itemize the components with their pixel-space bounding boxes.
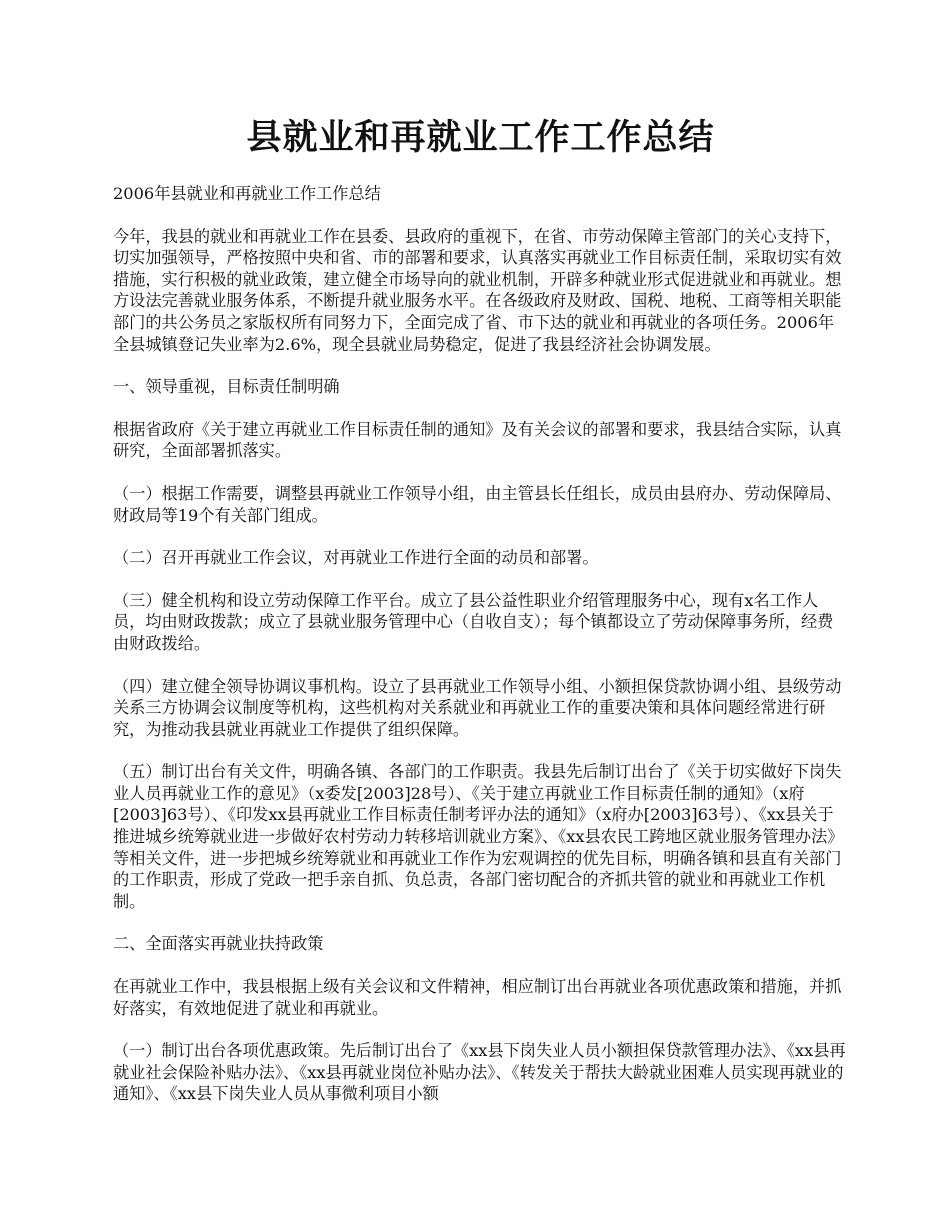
- list-item-3: （三）健全机构和设立劳动保障工作平台。成立了县公益性职业介绍管理服务中心，现有x名工作人员，均由财政拨款；成立了县就业服务管理中心（自收自支）；每个镇都设立了劳动保障事务所，经费由财政拨给。: [113, 590, 834, 653]
- document-subtitle: 2006年县就业和再就业工作工作总结: [113, 184, 381, 203]
- list-item-4: （四）建立健全领导协调议事机构。设立了县再就业工作领导小组、小额担保贷款协调小组、县级劳动关系三方协调会议制度等机构，这些机构对关系就业和再就业工作的重要决策和具体问题经常进行研究，为推动我县就业再就业工作提供了组织保障。: [113, 676, 842, 739]
- body-paragraph: 在再就业工作中，我县根据上级有关会议和文件精神，相应制订出台再就业各项优惠政策和措施，并抓好落实，有效地促进了就业和再就业。: [113, 977, 842, 1018]
- list-item-6: （一）制订出台各项优惠政策。先后制订出台了《xx县下岗失业人员小额担保贷款管理办法》、《xx县再就业社会保险补贴办法》、《xx县再就业岗位补贴办法》、《转发关于帮扶大龄就业困难人员实现再就业的通知》、《xx县下岗失业人员从事微利项目小额: [113, 1041, 846, 1104]
- document-page: [113, 0, 848, 1105]
- body-paragraph: 根据省政府《关于建立再就业工作目标责任制的通知》及有关会议的部署和要求，我县结合实际，认真研究，全面部署抓落实。: [113, 419, 842, 461]
- section-heading-1: 一、领导重视，目标责任制明确: [113, 377, 340, 397]
- list-item-1: （一）根据工作需要，调整县再就业工作领导小组，由主管县长任组长，成员由县府办、劳动保障局、财政局等19个有关部门组成。: [113, 483, 842, 525]
- list-item-2: （二）召开再就业工作会议，对再就业工作进行全面的动员和部署。: [113, 548, 599, 568]
- list-item-5: （五）制订出台有关文件，明确各镇、各部门的工作职责。我县先后制订出台了《关于切实做好下岗失业人员再就业工作的意见》（x委发[2003]28号）、《关于建立再就业工作目标责任制的通知》（x府[2003]63号）、《印发xx县再就业工作目标责任制考评办法的通知》（x府办[2003]63号）、《xx县关于推进城乡统筹就业进一步做好农村劳动力转移培训就业方案》、《xx县农民工跨地区就业服务管理办法》等相关文件，进一步把城乡统筹就业和再就业工作作为宏观调控的优先目标，明确各镇和县直有关部门的工作职责，形成了党政一把手亲自抓、负总责，各部门密切配合的齐抓共管的就业和再就业工作机制。: [113, 762, 844, 911]
- intro-paragraph: 今年，我县的就业和再就业工作在县委、县政府的重视下，在省、市劳动保障主管部门的关心支持下，切实加强领导，严格按照中央和省、市的部署和要求，认真落实再就业工作目标责任制，采取切实有效措施，实行积极的就业政策，建立健全市场导向的就业机制，开辟多种就业形式促进就业和再就业。想方设法完善就业服务体系，不断提升就业服务水平。在各级政府及财政、国税、地税、工商等相关职能部门的共公务员之家版权所有同努力下，全面完成了省、市下达的就业和再就业的各项任务。2006年全县城镇登记失业率为2.6%，现全县就业局势稳定，促进了我县经济社会协调发展。: [113, 226, 842, 354]
- document-title: 县就业和再就业工作工作总结: [246, 117, 715, 158]
- section-heading-2: 二、全面落实再就业扶持政策: [113, 934, 324, 954]
